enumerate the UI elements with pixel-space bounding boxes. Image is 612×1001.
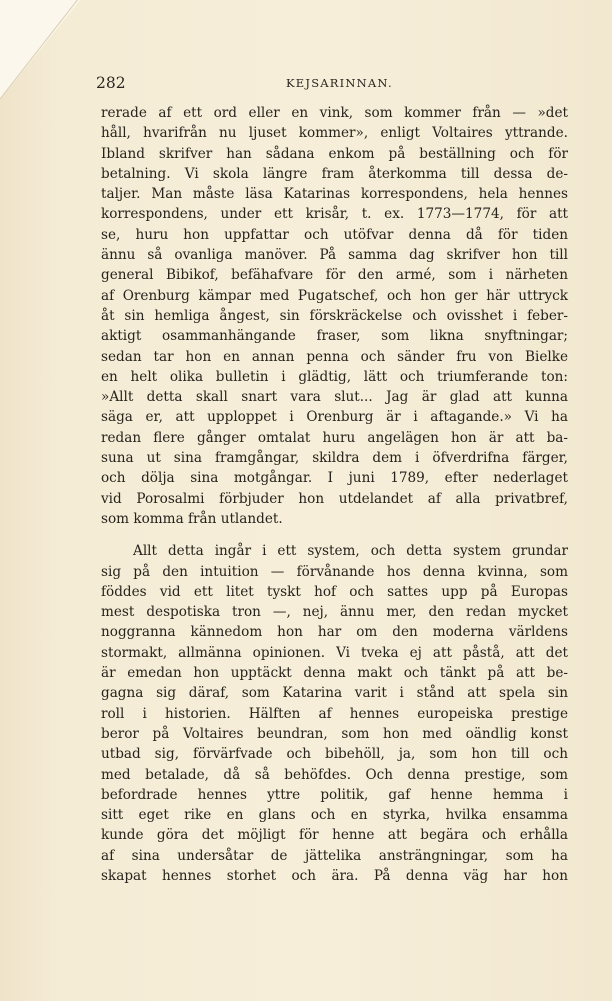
text-line: Ibland skrifver han sådana enkom på beställning och för: [101, 145, 568, 162]
text-line: föddes vid ett litet tyskt hof och sattes upp på Europas: [101, 583, 568, 600]
text-line: se, huru hon uppfattar och utöfvar denna då för tiden: [101, 226, 568, 243]
text-line: af Orenburg kämpar med Pugatschef, och hon ger här uttryck: [101, 287, 568, 304]
text-line: med betalade, då så behöfdes. Och denna prestige, som: [101, 766, 568, 783]
text-line: är emedan hon upptäckt denna makt och tänkt på att be-: [101, 665, 568, 682]
text-line: af sina undersåtar de jättelika ansträngningar, som ha: [101, 847, 568, 864]
text-line: roll i historien. Hälften af hennes europeiska prestige: [101, 705, 568, 722]
text-line: säga er, att upploppet i Orenburg är i aftagande.» Vi ha: [101, 409, 568, 426]
text-line: håll, hvarifrån nu ljuset kommer», enligt Voltaires yttrande.: [101, 125, 568, 142]
text-line: sig på den intuition — förvånande hos denna kvinna, som: [101, 563, 568, 580]
text-line: stormakt, allmänna opinionen. Vi tveka ej att påstå, att det: [101, 644, 568, 661]
text-line: beror på Voltaires beundran, som hon med oändlig konst: [101, 725, 568, 742]
paragraph-2: [101, 541, 568, 886]
text-line: aktigt osammanhängande fraser, som likna snyftningar;: [101, 328, 568, 345]
paragraph-1: [101, 103, 568, 529]
text-line: och dölja sina motgångar. I juni 1789, efter nederlaget: [101, 470, 568, 487]
text-line: ännu så ovanliga manöver. På samma dag skrifver hon till: [101, 247, 568, 264]
text-line: betalning. Vi skola längre fram återkomma till dessa de-: [101, 165, 568, 182]
page-header: [96, 74, 568, 94]
text-line: taljer. Man måste läsa Katarinas korrespondens, hela hennes: [101, 186, 568, 203]
text-line: rerade af ett ord eller en vink, som kommer från — »det: [101, 105, 568, 121]
text-line: gagna sig däraf, som Katarina varit i stånd att spela sin: [101, 685, 568, 702]
text-line: sedan tar hon en annan penna och sänder fru von Bielke: [101, 348, 568, 365]
text-line: åt sin hemliga ångest, sin förskräckelse och ovisshet i feber-: [101, 307, 568, 324]
text-line: noggranna kännedom hon har om den moderna världens: [101, 624, 568, 641]
text-line: mest despotiska tron —, nej, ännu mer, den redan mycket: [101, 604, 568, 621]
text-line: kunde göra det möjligt för henne att begära och erhålla: [101, 827, 568, 844]
body-text: [101, 103, 568, 886]
text-line: Allt detta ingår i ett system, och detta system grundar: [133, 543, 568, 560]
text-line: befordrade hennes yttre politik, gaf henne hemma i: [101, 786, 568, 803]
text-line: sitt eget rike en glans och en styrka, hvilka ensamma: [101, 807, 568, 824]
text-line: »Allt detta skall snart vara slut... Jag är glad att kunna: [101, 389, 568, 406]
text-line: vid Porosalmi förbjuder hon utdelandet af alla privatbref,: [101, 490, 568, 507]
text-line: en helt olika bulletin i glädtig, lätt och triumferande ton:: [101, 368, 568, 385]
text-line: redan flere gånger omtalat huru angelägen hon är att ba-: [101, 429, 568, 446]
text-line: som komma från utlandet.: [101, 510, 283, 527]
running-head: KEJSARINNAN.: [286, 76, 393, 90]
folded-corner: [0, 0, 80, 100]
text-line: skapat hennes storhet och ära. På denna väg har hon: [101, 867, 568, 884]
text-line: suna ut sina framgångar, skildra dem i öfverdrifna färger,: [101, 450, 568, 467]
text-line: korrespondens, under ett krisår, t. ex. 1773—1774, för att: [101, 206, 568, 223]
text-line: general Bibikof, befähafvare för den armé, som i närheten: [101, 267, 568, 284]
page-number: 282: [96, 74, 126, 92]
text-line: utbad sig, förvärfvade och bibehöll, ja, som hon till och: [101, 746, 568, 763]
